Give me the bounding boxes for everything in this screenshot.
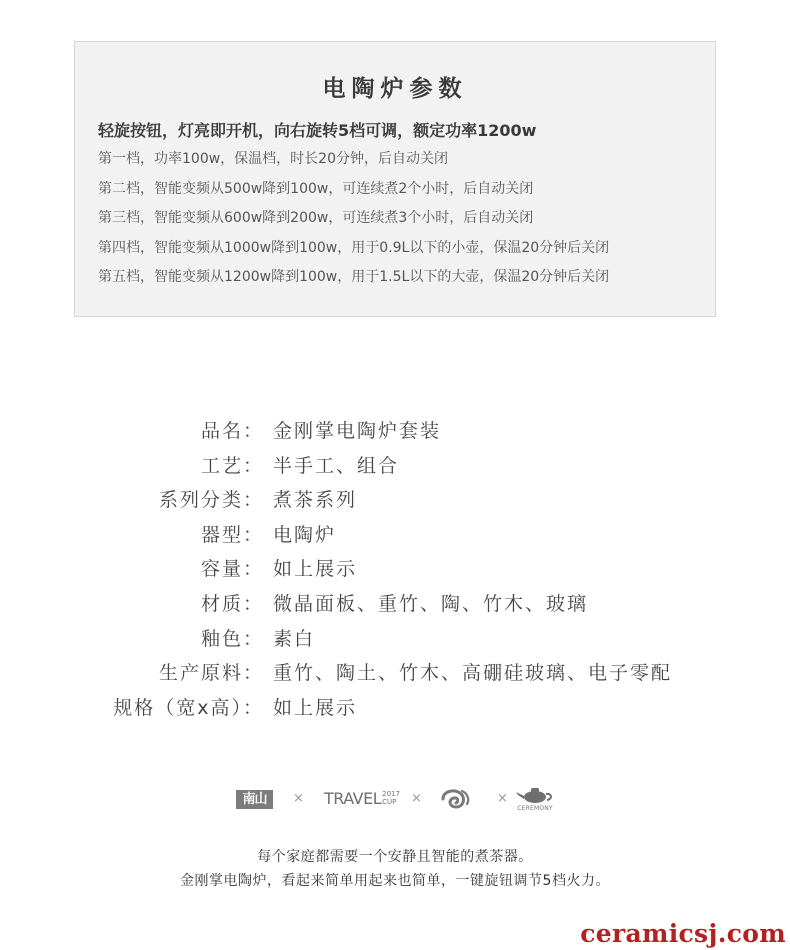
spec-row-dimensions bbox=[0, 695, 790, 730]
spec-row-name bbox=[0, 418, 790, 453]
spec-value: 如上展示 bbox=[273, 696, 358, 719]
teapot-logo-icon bbox=[514, 786, 556, 814]
nanshan-logo: 南山 bbox=[236, 790, 273, 809]
spec-row-type bbox=[0, 522, 790, 557]
parameters-title: 电陶炉参数 bbox=[322, 76, 468, 102]
ceremony-logo-text: CEREMONY bbox=[517, 805, 553, 812]
power-level-item: 第四档，智能变频从1000w降到100w，用于0.9L以下的小壶，保温20分钟后关闭 bbox=[98, 239, 610, 256]
taglines bbox=[0, 846, 790, 894]
spec-label: 材质： bbox=[200, 592, 264, 615]
spec-value: 素白 bbox=[273, 627, 316, 650]
power-level-item: 第一档，功率100w，保温档，时长20分钟，后自动关闭 bbox=[98, 151, 448, 167]
spec-label: 工艺： bbox=[200, 454, 264, 477]
spec-value: 煮茶系列 bbox=[273, 489, 358, 512]
separator-x: × bbox=[293, 791, 304, 806]
spec-row-series bbox=[0, 487, 790, 522]
spec-value: 微晶面板、重竹、陶、竹木、玻璃 bbox=[273, 592, 589, 615]
spec-label: 生产原料： bbox=[158, 662, 264, 685]
product-specs bbox=[0, 418, 790, 729]
site-watermark: ceramicsj.com bbox=[580, 919, 786, 948]
parameters-intro: 轻旋按钮，灯亮即开机，向右旋转5档可调，额定功率1200w bbox=[98, 121, 537, 140]
spec-value: 金刚掌电陶炉套装 bbox=[273, 420, 442, 442]
travel-cup-logo bbox=[324, 789, 400, 811]
brand-logos bbox=[0, 786, 790, 816]
travel-logo-text: TRAVEL bbox=[324, 789, 382, 808]
travel-logo-year-cup: 2017 CUP bbox=[382, 790, 400, 806]
power-level-item: 第三档，智能变频从600w降到200w，可连续煮3个小时，后自动关闭 bbox=[98, 210, 534, 226]
spec-label: 品名： bbox=[200, 420, 264, 442]
spec-row-glaze bbox=[0, 626, 790, 661]
spec-label: 釉色： bbox=[200, 627, 264, 650]
tagline-line: 每个家庭都需要一个安静且智能的煮茶器。 bbox=[257, 849, 533, 865]
parameters-panel bbox=[74, 41, 716, 317]
spec-label: 容量： bbox=[200, 558, 264, 581]
spec-row-capacity bbox=[0, 556, 790, 591]
spec-value: 半手工、组合 bbox=[273, 454, 400, 477]
spec-label: 规格（宽x高）： bbox=[113, 696, 264, 719]
power-level-item: 第五档，智能变频从1200w降到100w，用于1.5L以下的大壶，保温20分钟后关闭 bbox=[98, 269, 610, 285]
power-level-item: 第二档，智能变频从500w降到100w，可连续煮2个小时，后自动关闭 bbox=[98, 180, 534, 197]
spec-value: 电陶炉 bbox=[273, 523, 337, 546]
spec-row-raw-materials bbox=[0, 660, 790, 695]
spec-label: 器型： bbox=[200, 523, 264, 546]
power-levels-list bbox=[98, 149, 609, 297]
spec-value: 如上展示 bbox=[273, 558, 358, 581]
tagline-line: 金刚掌电陶炉，看起来简单用起来也简单，一键旋钮调节5档火力。 bbox=[180, 873, 610, 889]
separator-x: × bbox=[411, 791, 422, 806]
separator-x: × bbox=[497, 791, 508, 806]
spec-value: 重竹、陶土、竹木、高硼硅玻璃、电子零配 bbox=[273, 662, 673, 685]
spec-row-material bbox=[0, 591, 790, 626]
spec-label: 系列分类： bbox=[158, 489, 264, 512]
swirl-logo-icon bbox=[440, 787, 472, 811]
spec-row-craft bbox=[0, 453, 790, 488]
